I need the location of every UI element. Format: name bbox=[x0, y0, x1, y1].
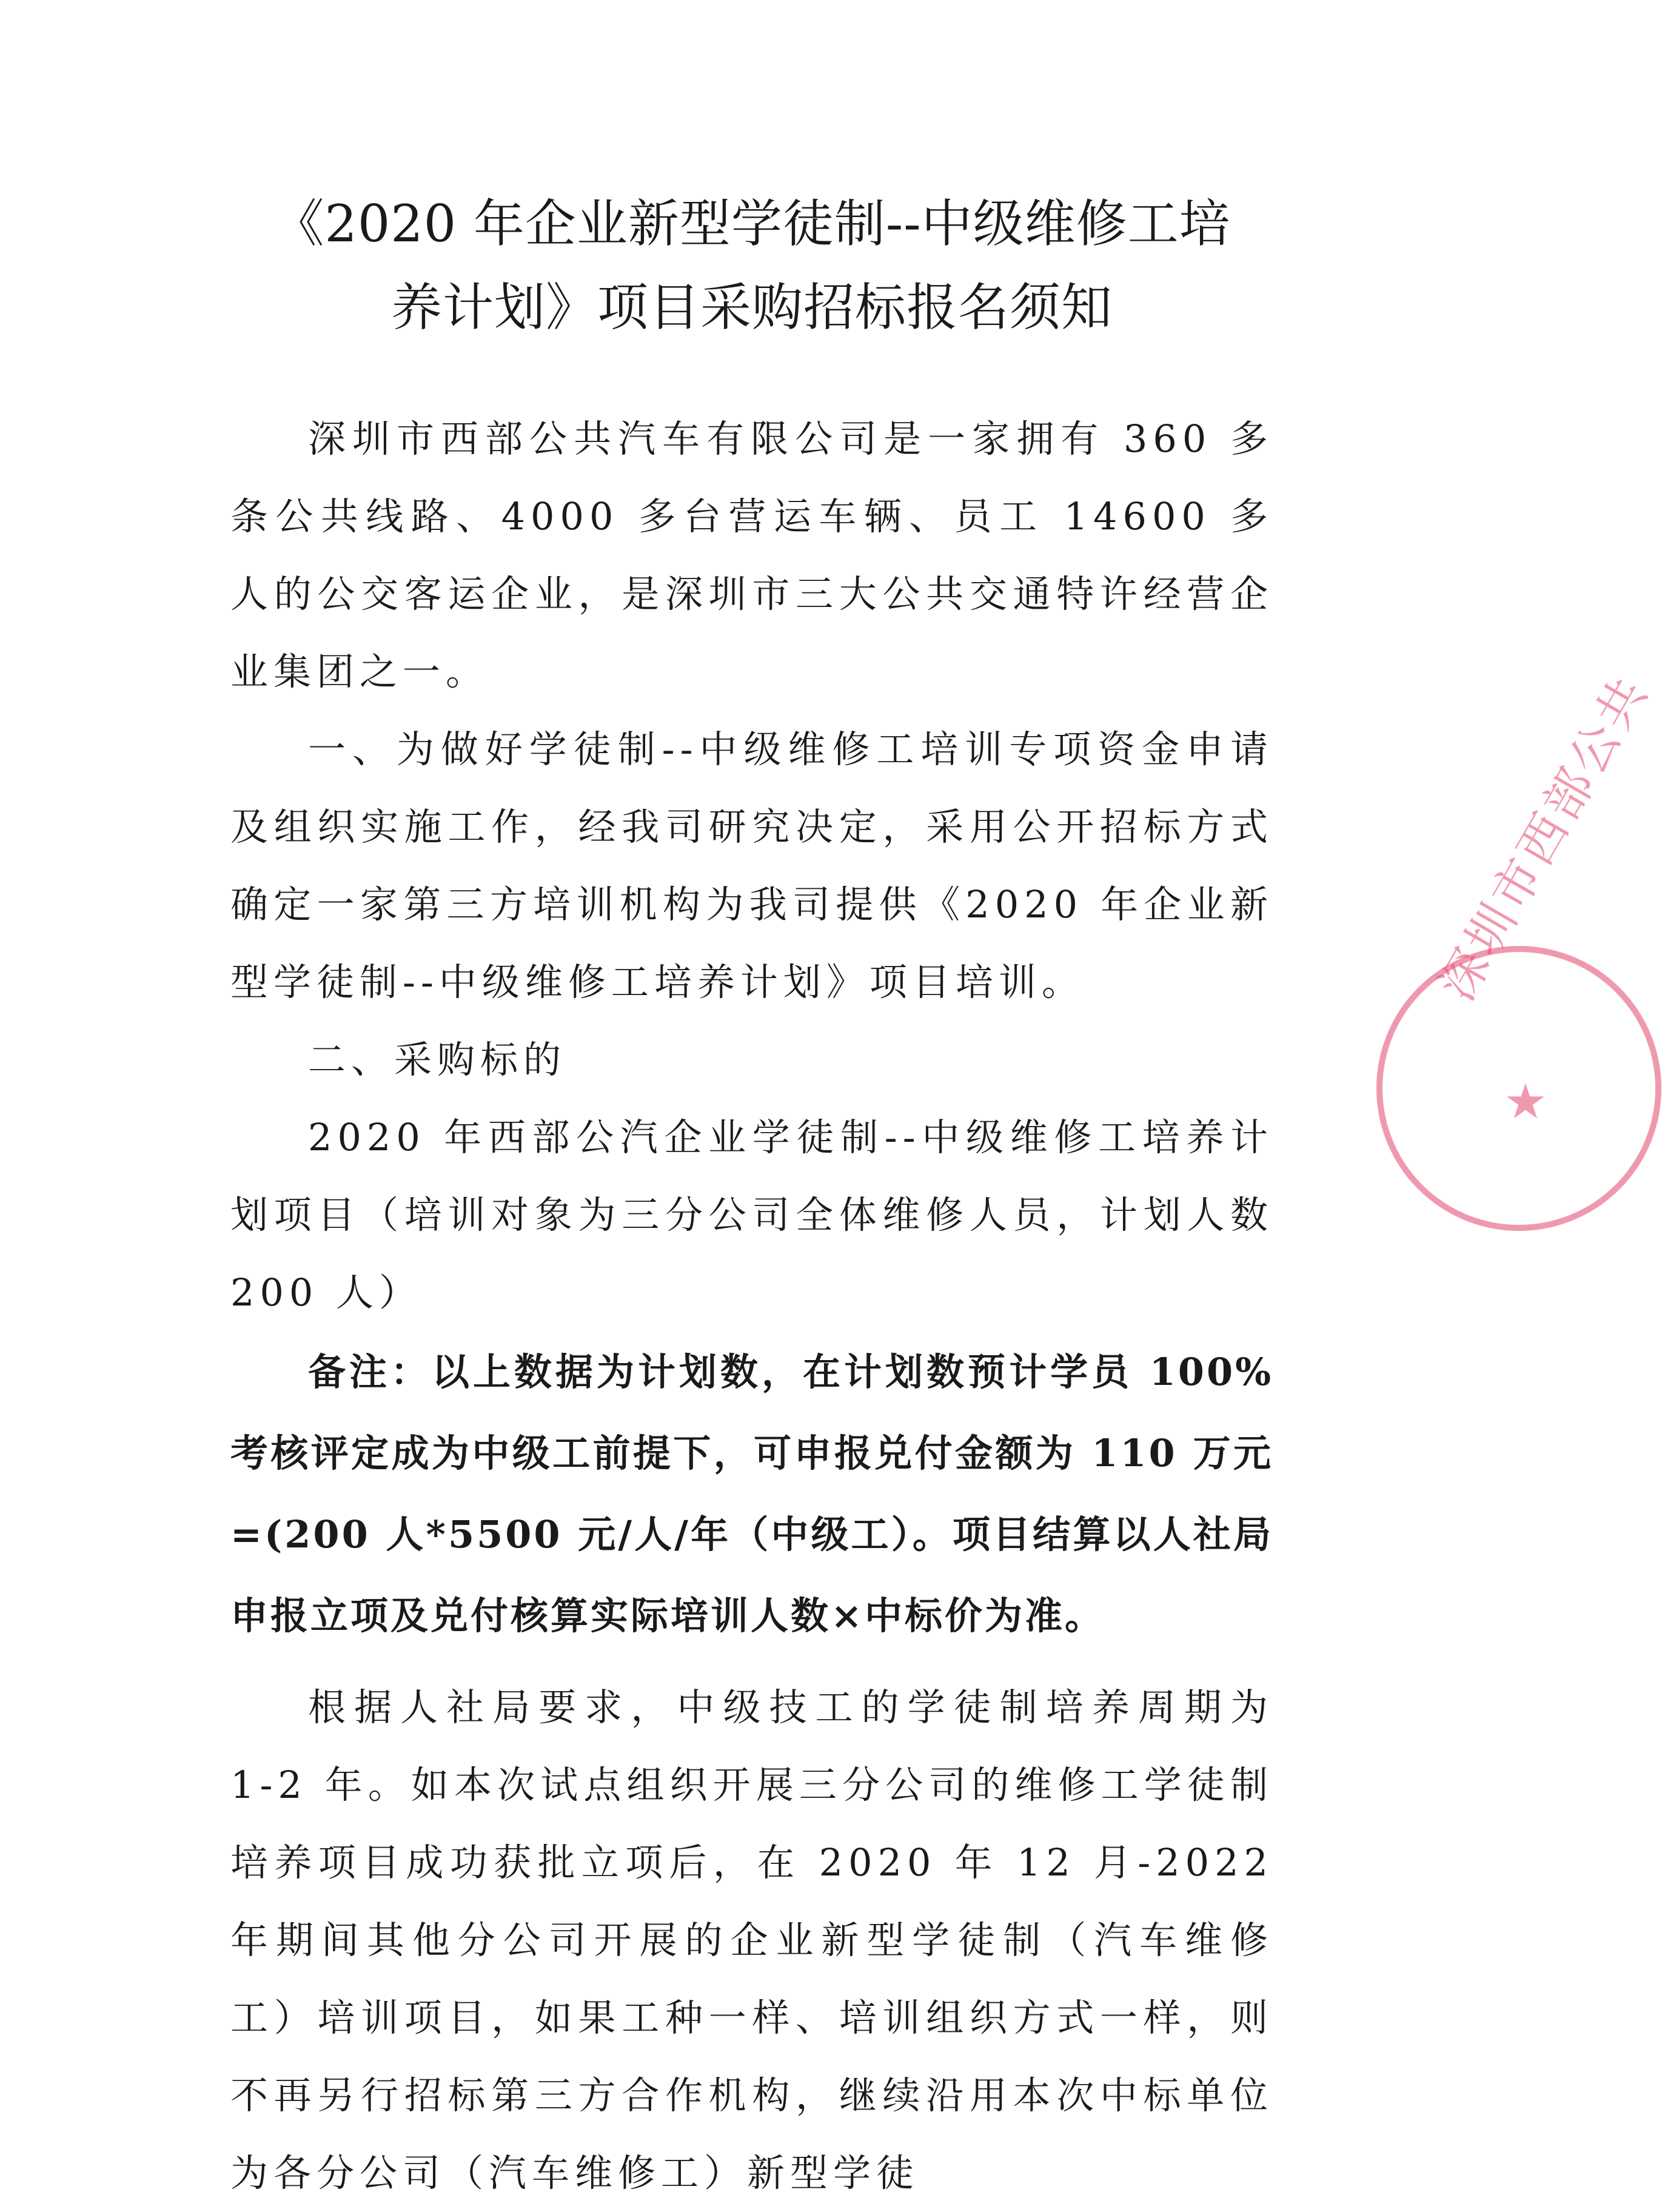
training-cycle-paragraph: 根据人社局要求，中级技工的学徒制培养周期为 1-2 年。如本次试点组织开展三分公司的维修工学徒制培养项目成功获批立项后，在 2020 年 12 月-2022 年期间其他分公司开展的企业新型学徒制（汽车维修工）培训项目，如果工种一样、培训组织方式一样，则不再另行招标第三方合作机构，继续沿用本次中标单位为各分公司（汽车维修工）新型学徒 bbox=[230, 1685, 1273, 2195]
company-seal-stamp bbox=[1376, 665, 1661, 1231]
paragraph-gap bbox=[230, 1657, 1273, 1669]
note-paragraph: 备注：以上数据为计划数，在计划数预计学员 100% 考核评定成为中级工前提下，可申报兑付金额为 110 万元=(200 人*5500 元/人/年（中级工）。项目结算以人社局申报立项及兑付核算实际培训人数×中标价为准。 bbox=[230, 1350, 1273, 1638]
company-intro-paragraph: 深圳市西部公共汽车有限公司是一家拥有 360 多条公共线路、4000 多台营运车辆、员工 14600 多人的公交客运企业，是深圳市三大公共交通特许经营企业集团之一。 bbox=[230, 417, 1273, 694]
document-title bbox=[230, 182, 1273, 349]
section-one-paragraph: 一、为做好学徒制--中级维修工培训专项资金申请及组织实施工作，经我司研究决定，采用公开招标方式确定一家第三方培训机构为我司提供《2020 年企业新型学徒制--中级维修工培养计划》项目培训。 bbox=[230, 727, 1273, 1004]
procurement-item-paragraph: 2020 年西部公汽企业学徒制--中级维修工培养计划项目（培训对象为三分公司全体维修人员，计划人数 200 人） bbox=[230, 1115, 1273, 1315]
title-line-1: 《2020 年企业新型学徒制--中级维修工培 bbox=[273, 194, 1231, 253]
title-line-2: 养计划》项目采购招标报名须知 bbox=[390, 278, 1113, 337]
seal-star-icon: ★ bbox=[1504, 1073, 1547, 1130]
seal-text: 深圳市西部公共 bbox=[1428, 665, 1660, 1010]
section-two-heading: 二、采购标的 bbox=[308, 1037, 567, 1082]
document-body bbox=[230, 400, 1273, 2212]
